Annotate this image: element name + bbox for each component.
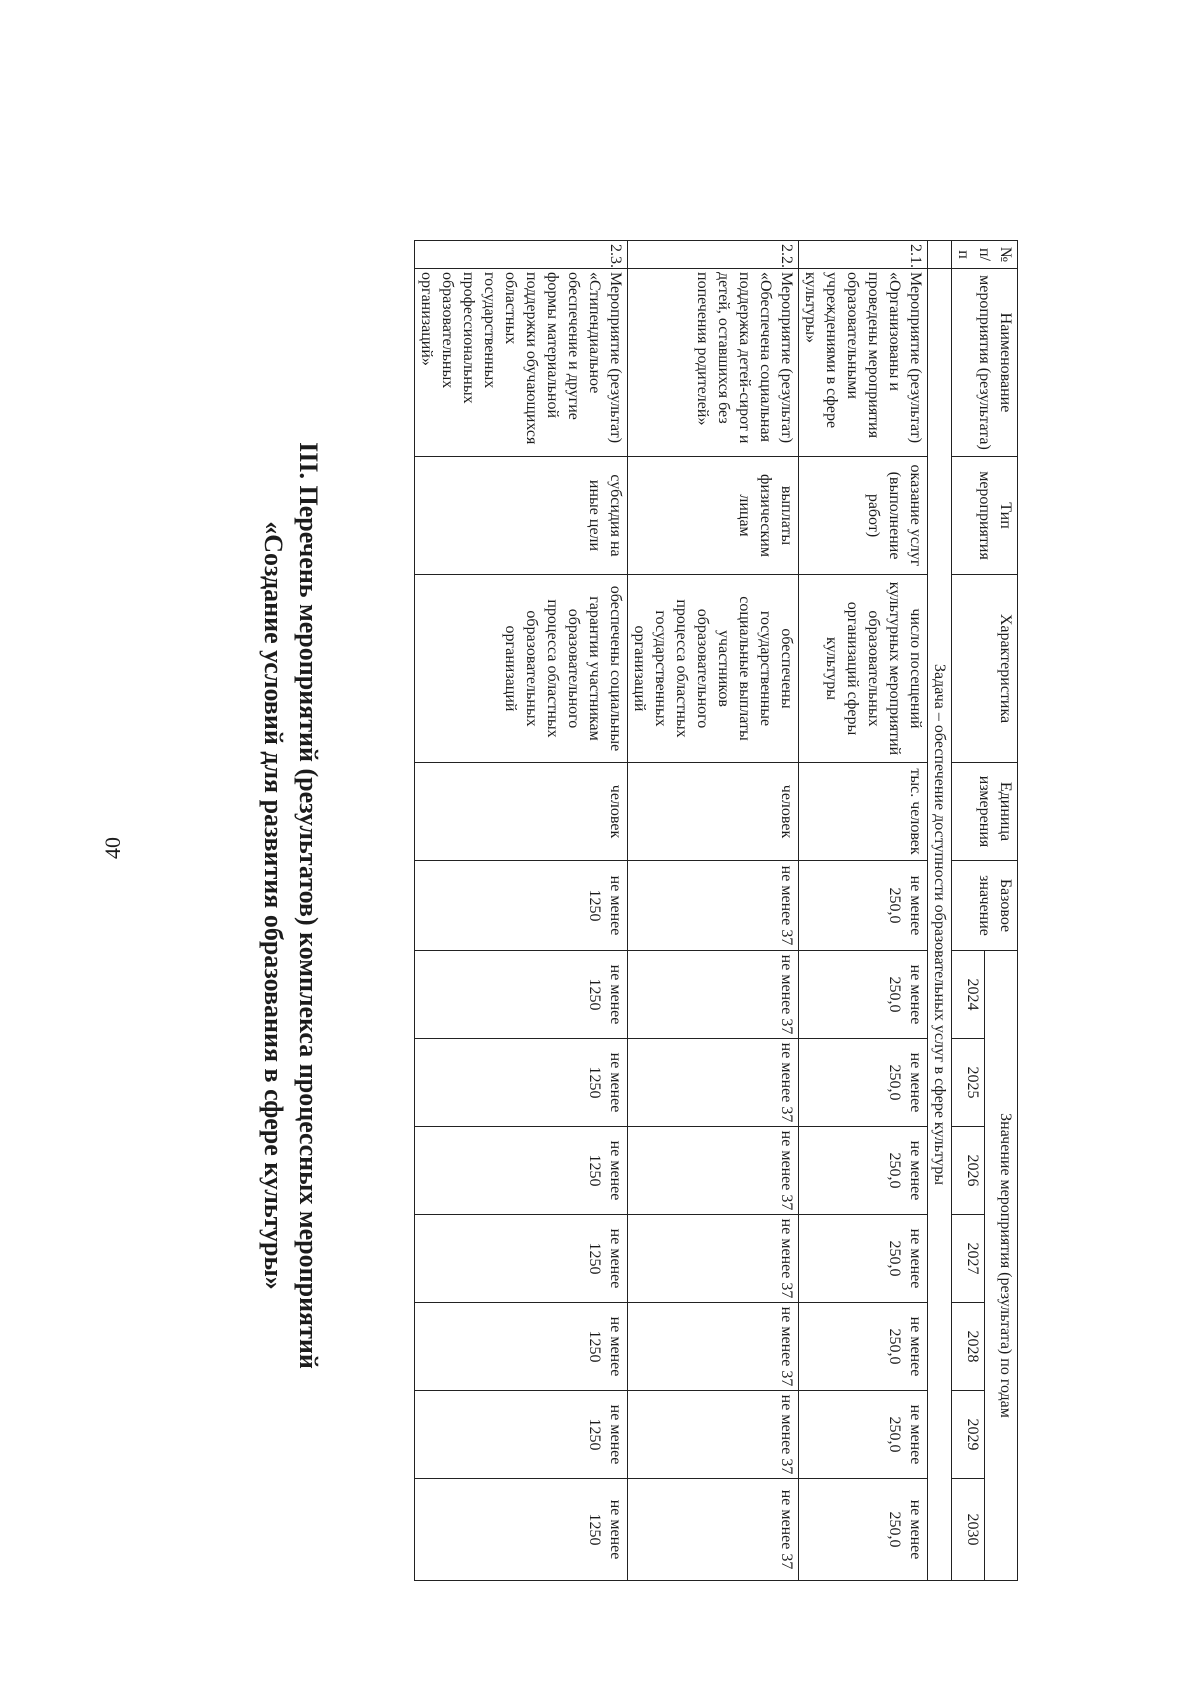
activities-table xyxy=(414,240,1018,1581)
row-value: не менее 37 xyxy=(628,1303,799,1391)
header-year: 2030 xyxy=(952,1479,985,1581)
row-num: 2.3. xyxy=(415,241,628,269)
document-title-line-2: «Создание условий для развития образования в сфере культуры» xyxy=(259,521,288,1290)
row-value: не менее 1250 xyxy=(415,1127,628,1215)
table-row xyxy=(799,241,928,1581)
row-value: не менее 37 xyxy=(628,951,799,1039)
row-num: 2.1. xyxy=(799,241,928,269)
row-num: 2.2. xyxy=(628,241,799,269)
header-year: 2028 xyxy=(952,1303,985,1391)
header-year: 2029 xyxy=(952,1391,985,1479)
row-value: не менее 250,0 xyxy=(799,1039,928,1127)
row-type: выплаты физическим лицам xyxy=(628,457,799,575)
row-unit: тыс. человек xyxy=(799,763,928,861)
row-characteristic: обеспечены государственные социальные выплаты участников образовательного процесса областных государственных организаций xyxy=(628,575,799,763)
row-value: не менее 37 xyxy=(628,1391,799,1479)
row-value: не менее 1250 xyxy=(415,1391,628,1479)
row-characteristic: обеспечены социальные гарантии участникам образовательного процесса областных образовательных организаций xyxy=(415,575,628,763)
row-value: не менее 1250 xyxy=(415,1039,628,1127)
table-row xyxy=(628,241,799,1581)
row-value: не менее 250,0 xyxy=(799,1127,928,1215)
row-base: не менее 37 xyxy=(628,861,799,951)
row-value: не менее 1250 xyxy=(415,1215,628,1303)
row-name: Мероприятие (результат) «Стипендиальное обеспечение и другие формы материальной поддержки обучающихся областных государственных профессиональных образовательных организаций» xyxy=(415,269,628,457)
header-year: 2024 xyxy=(952,951,985,1039)
row-type: субсидия на иные цели xyxy=(415,457,628,575)
page-number: 40 xyxy=(100,837,125,859)
row-value: не менее 250,0 xyxy=(799,951,928,1039)
task-num-cell xyxy=(928,241,952,269)
row-unit: человек xyxy=(628,763,799,861)
row-type: оказание услуг (выполнение работ) xyxy=(799,457,928,575)
header-num: № п/п xyxy=(952,241,1018,269)
document-title-line-1: III. Перечень мероприятий (результатов) комплекса процессных мероприятий xyxy=(294,442,323,1369)
row-value: не менее 1250 xyxy=(415,1479,628,1581)
task-text: Задача – обеспечение доступности образовательных услуг в сфере культуры xyxy=(928,269,952,1581)
row-unit: человек xyxy=(415,763,628,861)
row-value: не менее 250,0 xyxy=(799,1215,928,1303)
header-year: 2026 xyxy=(952,1127,985,1215)
header-base: Базовое значение xyxy=(952,861,1018,951)
table-row xyxy=(415,241,628,1581)
row-value: не менее 37 xyxy=(628,1215,799,1303)
row-value: не менее 37 xyxy=(628,1127,799,1215)
header-name: Наименование мероприятия (результата) xyxy=(952,269,1018,457)
row-value: не менее 250,0 xyxy=(799,1303,928,1391)
row-name: Мероприятие (результат) «Организованы и проведены мероприятия образовательными учреждениями в сфере культуры» xyxy=(799,269,928,457)
row-value: не менее 250,0 xyxy=(799,1479,928,1581)
header-type: Тип мероприятия xyxy=(952,457,1018,575)
header-row-1 xyxy=(985,241,1018,1581)
header-unit: Единица измерения xyxy=(952,763,1018,861)
row-base: не менее 1250 xyxy=(415,861,628,951)
header-characteristic: Характеристика xyxy=(952,575,1018,763)
row-value: не менее 37 xyxy=(628,1479,799,1581)
row-value: не менее 250,0 xyxy=(799,1391,928,1479)
row-base: не менее 250,0 xyxy=(799,861,928,951)
row-value: не менее 1250 xyxy=(415,951,628,1039)
header-year: 2025 xyxy=(952,1039,985,1127)
task-row xyxy=(928,241,952,1581)
row-value: не менее 37 xyxy=(628,1039,799,1127)
row-characteristic: число посещений культурных мероприятий образовательных организаций сферы культуры xyxy=(799,575,928,763)
header-year: 2027 xyxy=(952,1215,985,1303)
rotated-page-content xyxy=(250,188,1100,1623)
header-values-by-year: Значение мероприятия (результата) по годам xyxy=(985,951,1018,1581)
row-value: не менее 1250 xyxy=(415,1303,628,1391)
row-name: Мероприятие (результат) «Обеспечена социальная поддержка детей-сирот и детей, оставшихся без попечения родителей» xyxy=(628,269,799,457)
